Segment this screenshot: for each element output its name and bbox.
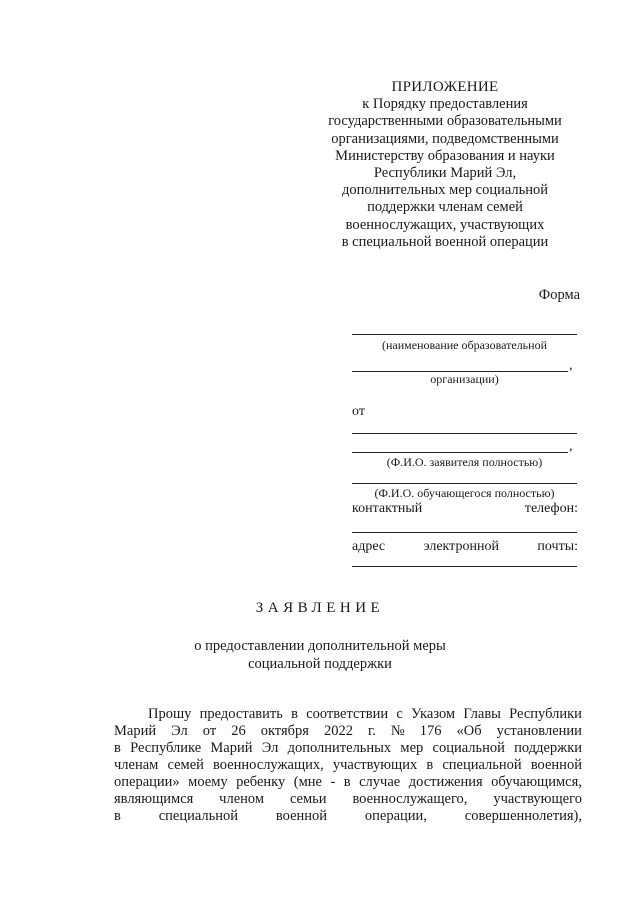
word: поддержки — [514, 740, 582, 756]
word: совершеннолетия), — [464, 808, 582, 824]
comma: , — [569, 358, 573, 373]
email-row — [352, 539, 578, 555]
word: установлении — [496, 723, 582, 739]
word: в — [114, 808, 121, 824]
form-label: Форма — [538, 287, 580, 303]
word: в — [291, 706, 298, 722]
word: семей — [167, 757, 204, 773]
word: ребенку — [236, 774, 286, 790]
word: Республики — [509, 706, 582, 722]
body-line — [148, 706, 582, 723]
appendix-line: Республики Марий Эл, — [373, 165, 517, 182]
word: военной — [275, 808, 328, 824]
appendix-line: к Порядку предоставления — [362, 96, 528, 113]
word: мер — [400, 740, 424, 756]
word: специальной — [158, 808, 239, 824]
word: являющимся — [114, 791, 194, 807]
word: участвующих — [332, 757, 418, 773]
appendix-line: организациями, подведомственными — [331, 130, 559, 147]
phone-line — [352, 532, 577, 533]
appendix-title: ПРИЛОЖЕНИЕ — [391, 79, 499, 95]
subtitle-line: социальной поддержки — [248, 655, 392, 672]
body-line — [114, 723, 582, 740]
word: с — [396, 706, 403, 722]
word: в — [343, 774, 351, 790]
word: операции» — [114, 774, 180, 790]
appendix-line: Министерству образования и науки — [335, 147, 555, 164]
word: Марий — [114, 723, 157, 739]
word: Республике — [130, 740, 202, 756]
document-subtitle — [160, 638, 480, 673]
word: военнослужащих, — [213, 757, 324, 773]
word: «Об — [456, 723, 482, 739]
body-line — [114, 808, 582, 825]
phone-word: телефон: — [524, 501, 578, 516]
word: 176 — [419, 723, 442, 739]
word: военнослужащего, — [352, 791, 468, 807]
appendix-line: поддержки членам семей — [367, 199, 523, 216]
body-line — [114, 791, 582, 808]
applicant-line-2 — [352, 452, 568, 453]
email-line — [352, 566, 577, 567]
word: моему — [188, 774, 228, 790]
phone-word: контактный — [352, 501, 423, 516]
word: Указом — [411, 706, 456, 722]
word: дополнительных — [287, 740, 392, 756]
word: Эл — [171, 723, 188, 739]
word: Эл — [261, 740, 279, 756]
appendix-block — [300, 79, 590, 251]
appendix-line: государственными образовательными — [328, 113, 562, 130]
word: случае — [359, 774, 401, 790]
word: членам — [114, 757, 159, 773]
appendix-line: военнослужащих, участвующих — [345, 216, 545, 233]
subtitle-line: о предоставлении дополнительной меры — [194, 638, 446, 654]
word: - — [330, 774, 336, 790]
word: № — [390, 723, 405, 739]
word: членом — [219, 791, 265, 807]
org-caption-1: (наименование образовательной — [381, 338, 547, 352]
word: специальной — [442, 757, 522, 773]
applicant-caption: (Ф.И.О. заявителя полностью) — [386, 455, 543, 469]
body-line — [114, 774, 582, 791]
applicant-line-1 — [352, 433, 577, 434]
from-label: от — [352, 404, 365, 419]
word: Марий — [210, 740, 253, 756]
word: предоставить — [199, 706, 283, 722]
email-word: адрес — [352, 539, 386, 554]
word: соответствии — [306, 706, 389, 722]
word: семьи — [289, 791, 327, 807]
word: г. — [367, 723, 376, 739]
word: в — [114, 740, 121, 756]
word: в — [426, 757, 434, 773]
word: октября — [260, 723, 309, 739]
appendix-line: в специальной военной операции — [341, 233, 549, 250]
body-line — [114, 740, 582, 757]
word: социальной — [432, 740, 505, 756]
phone-row — [352, 501, 578, 517]
comma: , — [569, 439, 573, 454]
word: (мне — [293, 774, 322, 790]
word: обучающимся, — [491, 774, 582, 790]
student-caption: (Ф.И.О. обучающегося полностью) — [374, 486, 555, 500]
word: операции, — [364, 808, 427, 824]
document-title: ЗАЯВЛЕНИЕ — [255, 600, 385, 616]
word: военной — [530, 757, 582, 773]
org-name-line-1 — [352, 334, 577, 335]
body-line — [114, 757, 582, 774]
org-caption-2: организации) — [430, 372, 499, 386]
word: от — [202, 723, 217, 739]
word: 2022 — [323, 723, 353, 739]
student-line — [352, 483, 577, 484]
word: Прошу — [148, 706, 192, 722]
word: достижения — [408, 774, 483, 790]
email-word: почты: — [537, 539, 578, 554]
word: 26 — [231, 723, 246, 739]
email-word: электронной — [423, 539, 499, 554]
word: Главы — [463, 706, 501, 722]
word: участвующего — [493, 791, 582, 807]
appendix-line: дополнительных мер социальной — [341, 182, 549, 199]
